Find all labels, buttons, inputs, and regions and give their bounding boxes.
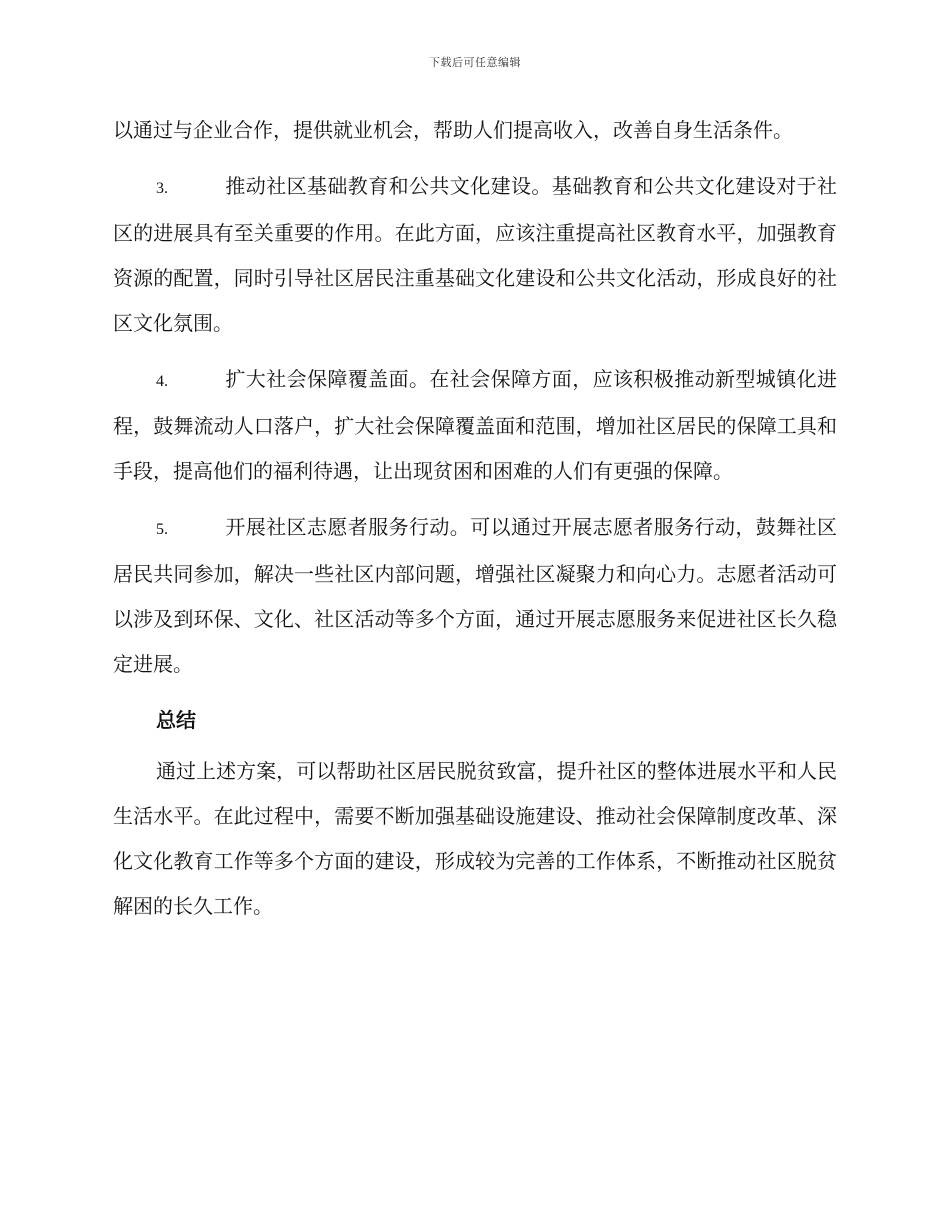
list-item-text: 开展社区志愿者服务行动。可以通过开展志愿者服务行动，鼓舞社区居民共同参加，解决一些社区内部问题，增强社区凝聚力和向心力。志愿者活动可以涉及到环保、文化、社区活动等多个方面，通过开展志愿服务来促进社区长久稳定进展。 <box>113 515 837 676</box>
document-body <box>113 108 837 940</box>
list-number: 3. <box>156 180 168 197</box>
list-item-3 <box>113 164 837 346</box>
summary-heading: 总结 <box>156 708 196 732</box>
list-item-text: 推动社区基础教育和公共文化建设。基础教育和公共文化建设对于社区的进展具有至关重要的作用。在此方面，应该注重提高社区教育水平，加强教育资源的配置，同时引导社区居民注重基础文化建设和公共文化活动，形成良好的社区文化氛围。 <box>113 174 837 335</box>
page-header: 下载后可任意编辑 <box>429 56 521 69</box>
list-item-5 <box>113 505 837 687</box>
list-item-text: 扩大社会保障覆盖面。在社会保障方面，应该积极推动新型城镇化进程，鼓舞流动人口落户，扩大社会保障覆盖面和范围，增加社区居民的保障工具和手段，提高他们的福利待遇，让出现贫困和困难的人们有更强的保障。 <box>113 367 837 483</box>
summary-paragraph: 通过上述方案，可以帮助社区居民脱贫致富，提升社区的整体进展水平和人民生活水平。在此过程中，需要不断加强基础设施建设、推动社会保障制度改革、深化文化教育工作等多个方面的建设，形成较为完善的工作体系，不断推动社区脱贫解困的长久工作。 <box>113 759 837 918</box>
list-number: 5. <box>156 521 168 538</box>
list-item-4 <box>113 357 837 494</box>
paragraph-continuation: 以通过与企业合作，提供就业机会，帮助人们提高收入，改善自身生活条件。 <box>113 118 793 142</box>
list-number: 4. <box>156 373 168 390</box>
